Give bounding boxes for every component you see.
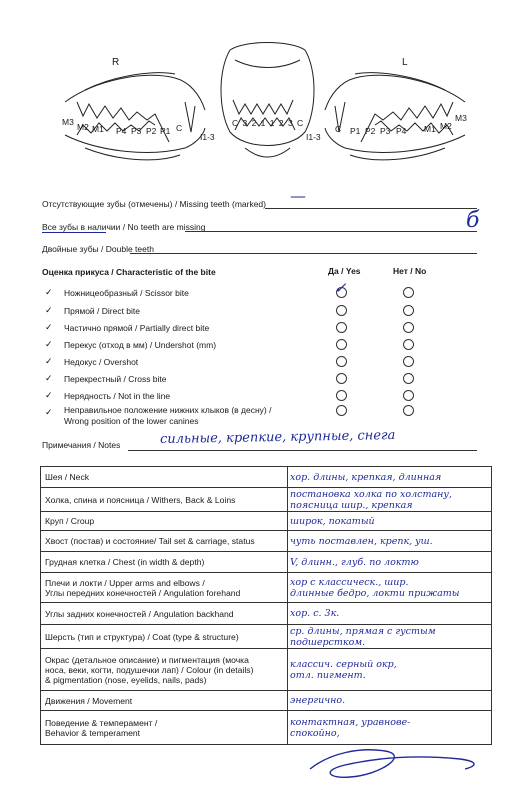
table-row — [41, 531, 492, 552]
movement-label: Движения / Movement — [41, 691, 288, 711]
croup-label: Круп / Croup — [41, 512, 288, 531]
tooth-label-p1-right: P1 — [160, 126, 171, 136]
backhand-value — [288, 603, 492, 625]
tooth-label-p1-left: P1 — [350, 126, 361, 136]
left-side-label: L — [402, 57, 408, 68]
forehand-value-line1: хор с классическ., шир. — [290, 576, 409, 588]
checkmark-icon: ✓ — [45, 322, 53, 332]
tooth-label-m1-left: M1 — [424, 124, 436, 134]
chest-value-line1: V, длинн., глуб. по локтю — [290, 556, 419, 568]
bite-yes-radio[interactable] — [336, 305, 347, 316]
check-mark-icon: ✓ — [334, 279, 347, 297]
bite-yes-radio[interactable] — [336, 339, 347, 350]
forehand-value — [288, 573, 492, 603]
checkmark-icon: ✓ — [45, 305, 53, 315]
tooth-label-p3-right: P3 — [131, 126, 142, 136]
forehand-label-line2: Углы передних конечностей / Angulation forehand — [45, 587, 241, 598]
bite-item-label: Недокус / Overshot — [64, 357, 139, 367]
table-row — [41, 512, 492, 531]
backhand-label: Углы задних конечностей / Angulation backhand — [41, 603, 288, 625]
chest-label: Грудная клетка / Chest (in width & depth) — [41, 552, 288, 573]
tooth-label-m1-right: M1 — [92, 124, 104, 134]
table-row — [41, 552, 492, 573]
behavior-value-line2: спокойно, — [290, 727, 340, 739]
movement-value-line1: энергично. — [290, 695, 346, 706]
bite-item-label-line2: Wrong position of the lower canines — [64, 416, 199, 426]
bite-yes-radio[interactable] — [336, 405, 347, 416]
double-teeth-line — [130, 253, 477, 254]
all-teeth-present-underline — [42, 232, 106, 233]
notes-label: Примечания / Notes — [42, 440, 121, 450]
bite-item-label: Перекрестный / Cross bite — [64, 374, 167, 384]
bite-no-radio[interactable] — [403, 405, 414, 416]
double-teeth-label: Двойные зубы / Double teeth — [42, 244, 154, 254]
tail-value-line1: чуть поставлен, крепк, уш. — [290, 535, 433, 547]
table-row — [41, 603, 492, 625]
coat-value-line1: ср. длины, прямая с густым — [290, 625, 436, 637]
neck-value-line1: хор. длины, крепкая, длинная — [290, 471, 442, 483]
missing-teeth-line — [265, 208, 477, 209]
colour-value-line2: отл. пигмент. — [290, 669, 366, 681]
bite-yes-radio[interactable] — [336, 322, 347, 333]
table-row — [41, 467, 492, 488]
bite-no-radio[interactable] — [403, 322, 414, 333]
neck-value — [288, 467, 492, 488]
all-teeth-present-label: Все зубы в наличии / No teeth are missing — [42, 222, 206, 232]
checkmark-icon: ✓ — [45, 373, 53, 383]
table-row — [41, 488, 492, 512]
notes-line — [128, 450, 477, 451]
movement-value — [288, 691, 492, 711]
coat-value — [288, 625, 492, 649]
checkmark-icon: ✓ — [45, 407, 53, 417]
tooth-label-m3-left: M3 — [455, 113, 467, 123]
tooth-label-m2-left: M2 — [440, 121, 452, 131]
bite-item-label: Частично прямой / Partially direct bite — [64, 323, 210, 333]
missing-teeth-label: Отсутствующие зубы (отмечены) / Missing teeth (marked) — [42, 199, 266, 209]
front-teeth-label: C 3 2 1 1 2 3 C — [232, 118, 305, 128]
croup-value — [288, 512, 492, 531]
signature — [290, 735, 490, 785]
behavior-value-line1: контактная, уравнове- — [290, 716, 411, 728]
forehand-label — [41, 573, 288, 603]
behavior-label — [41, 711, 288, 745]
checkmark-icon: ✓ — [45, 356, 53, 366]
bite-item-label: Нерядность / Not in the line — [64, 391, 171, 401]
tooth-label-p2-right: P2 — [146, 126, 157, 136]
behavior-label-line1: Поведение & темперамент / — [45, 717, 158, 728]
bite-item-label: Прямой / Direct bite — [64, 306, 141, 316]
behavior-label-line2: Behavior & temperament — [45, 727, 141, 738]
coat-value-line2: подшерстком. — [290, 636, 366, 648]
bite-yes-radio[interactable] — [336, 390, 347, 401]
right-side-label: R — [112, 57, 120, 68]
table-row — [41, 691, 492, 711]
neck-label: Шея / Neck — [41, 467, 288, 488]
checkmark-icon: ✓ — [45, 339, 53, 349]
colour-value — [288, 649, 492, 691]
tooth-label-p4-left: P4 — [396, 126, 407, 136]
bite-no-radio[interactable] — [403, 305, 414, 316]
withers-value-line2: поясница шир., крепкая — [290, 499, 413, 511]
table-row — [41, 625, 492, 649]
signature-scribble — [290, 735, 490, 785]
tail-value — [288, 531, 492, 552]
forehand-label-line1: Плечи и локти / Upper arms and elbows / — [45, 577, 205, 588]
forehand-value-line2: длинные бедро, локти прижаты — [290, 587, 460, 599]
colour-label — [41, 649, 288, 691]
tooth-label-incisors-right: I1-3 — [200, 132, 215, 142]
bite-yes-radio[interactable] — [336, 356, 347, 367]
tooth-label-p4-right: P4 — [116, 126, 127, 136]
tooth-label-m3-right: M3 — [62, 117, 74, 127]
bite-item-label: Перекус (отход в мм) / Undershot (mm) — [64, 340, 217, 350]
withers-label: Холка, спина и поясница / Withers, Back & Loins — [41, 488, 288, 512]
missing-teeth-value: — — [290, 186, 306, 205]
chest-value — [288, 552, 492, 573]
tooth-label-c-left: C — [335, 124, 342, 134]
withers-value — [288, 488, 492, 512]
colour-label-line1: Окрас (детальное описание) и пигментация (мочка — [45, 654, 249, 665]
tooth-label-c-right: C — [176, 123, 183, 133]
coat-label: Шерсть (тип и структура) / Coat (type & structure) — [41, 625, 288, 649]
backhand-value-line1: хор. с. 3к. — [290, 608, 340, 619]
colour-label-line3: & pigmentation (nose, eyelids, nails, pads) — [45, 674, 207, 685]
all-teeth-present-line — [185, 231, 477, 232]
checkmark-icon: ✓ — [45, 390, 53, 400]
bite-no-radio[interactable] — [403, 287, 414, 298]
bite-no-radio[interactable] — [403, 373, 414, 384]
table-row — [41, 649, 492, 691]
bite-no-header: Нет / No — [393, 266, 427, 276]
tail-label: Хвост (постав) и состояние/ Tail set & carriage, status — [41, 531, 288, 552]
bite-no-radio[interactable] — [403, 339, 414, 350]
bite-title: Оценка прикуса / Characteristic of the bite — [42, 267, 216, 277]
tooth-label-incisors-left: I1-3 — [306, 132, 321, 142]
colour-value-line1: классич. серный окр, — [290, 658, 397, 670]
bite-item-label: Ножницеобразный / Scissor bite — [64, 288, 189, 298]
bite-yes-radio[interactable] — [336, 373, 347, 384]
colour-label-line2: носа, веки, когти, подушечки лап) / Colour (in details) — [45, 664, 254, 675]
evaluation-table — [40, 466, 492, 745]
tooth-label-p2-left: P2 — [365, 126, 376, 136]
bite-yes-header: Да / Yes — [328, 266, 361, 276]
checkmark-icon: ✓ — [45, 287, 53, 297]
withers-value-line1: постановка холка по холстану, — [290, 488, 452, 500]
bite-item-label: Неправильное положение нижних клыков (в десну) / — [64, 405, 272, 415]
all-teeth-present-mark: б — [466, 208, 480, 233]
table-row — [41, 573, 492, 603]
tooth-label-m2-right: M2 — [77, 122, 89, 132]
bite-no-radio[interactable] — [403, 390, 414, 401]
notes-value: сильные, крепкие, крупные, снега — [159, 427, 396, 448]
bite-no-radio[interactable] — [403, 356, 414, 367]
croup-value-line1: широк, покатый — [290, 515, 375, 527]
tooth-label-p3-left: P3 — [380, 126, 391, 136]
